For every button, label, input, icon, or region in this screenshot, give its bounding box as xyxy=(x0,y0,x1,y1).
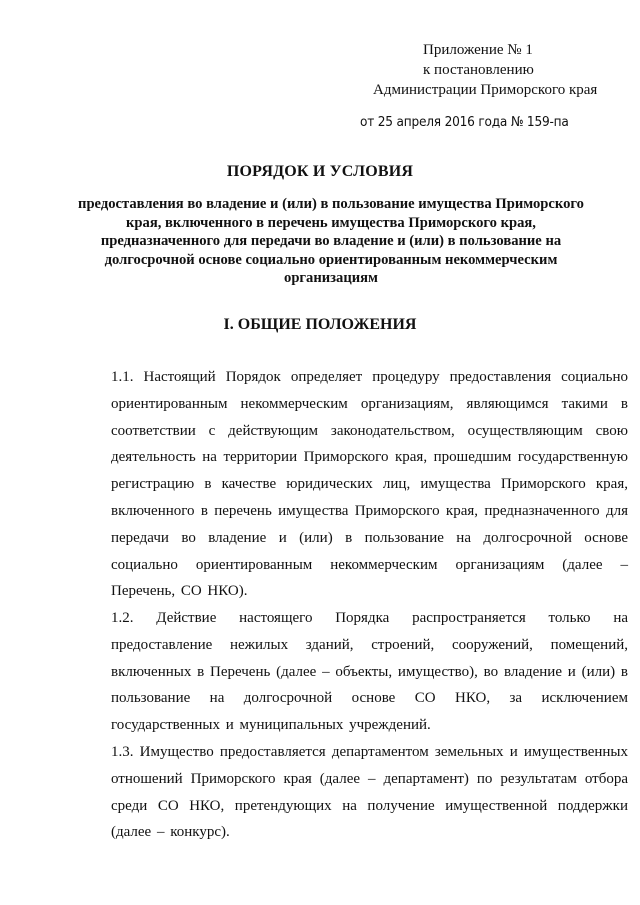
section-heading: I. ОБЩИЕ ПОЛОЖЕНИЯ xyxy=(223,316,417,333)
appendix-authority: Администрации Приморского края xyxy=(373,82,598,98)
paragraph-1-1: 1.1. Настоящий Порядок определяет процедуру предоставления социально ориентированным некоммерческим организациям, являющимся такими в соответствии с действующим законодательством, осуществляющим свою деятельность на территории Приморского края, прошедшим государственную регистрацию в качестве юридических лиц, имущества Приморского края, включенного в перечень имущества Приморского края, предназначенного для передачи во владение и (или) в пользование на долгосрочной основе социально ориентированным некоммерческим организациям (далее – Перечень, СО НКО). xyxy=(111,369,628,600)
document-subtitle: предоставления во владение и (или) в пользование имущества Приморского края, включенного в перечень имущества Приморского края, предназначенного для передачи во владение и (или) в пользование на долгосрочной основе социально ориентированным некоммерческим организациям xyxy=(78,196,584,286)
appendix-reference: к постановлению xyxy=(423,62,534,78)
paragraph-1-2: 1.2. Действие настоящего Порядка распространяется только на предоставление нежилых зданий, строений, сооружений, помещений, включенных в Перечень (далее – объекты, имущество), во владение и (или) в пользование на долгосрочной основе СО НКО, за исключением государственных и муниципальных учреждений. xyxy=(111,610,628,734)
appendix-number: Приложение № 1 xyxy=(423,42,533,58)
appendix-block xyxy=(340,40,600,132)
document-title: ПОРЯДОК И УСЛОВИЯ xyxy=(226,163,414,180)
paragraph-1-3: 1.3. Имущество предоставляется департаментом земельных и имущественных отношений Приморского края (далее – департамент) по результатам отбора среди СО НКО, претендующих на получение имущественной поддержки (далее – конкурс). xyxy=(111,744,628,841)
resolution-date-stamp: от 25 апреля 2016 года № 159-па xyxy=(360,114,569,130)
